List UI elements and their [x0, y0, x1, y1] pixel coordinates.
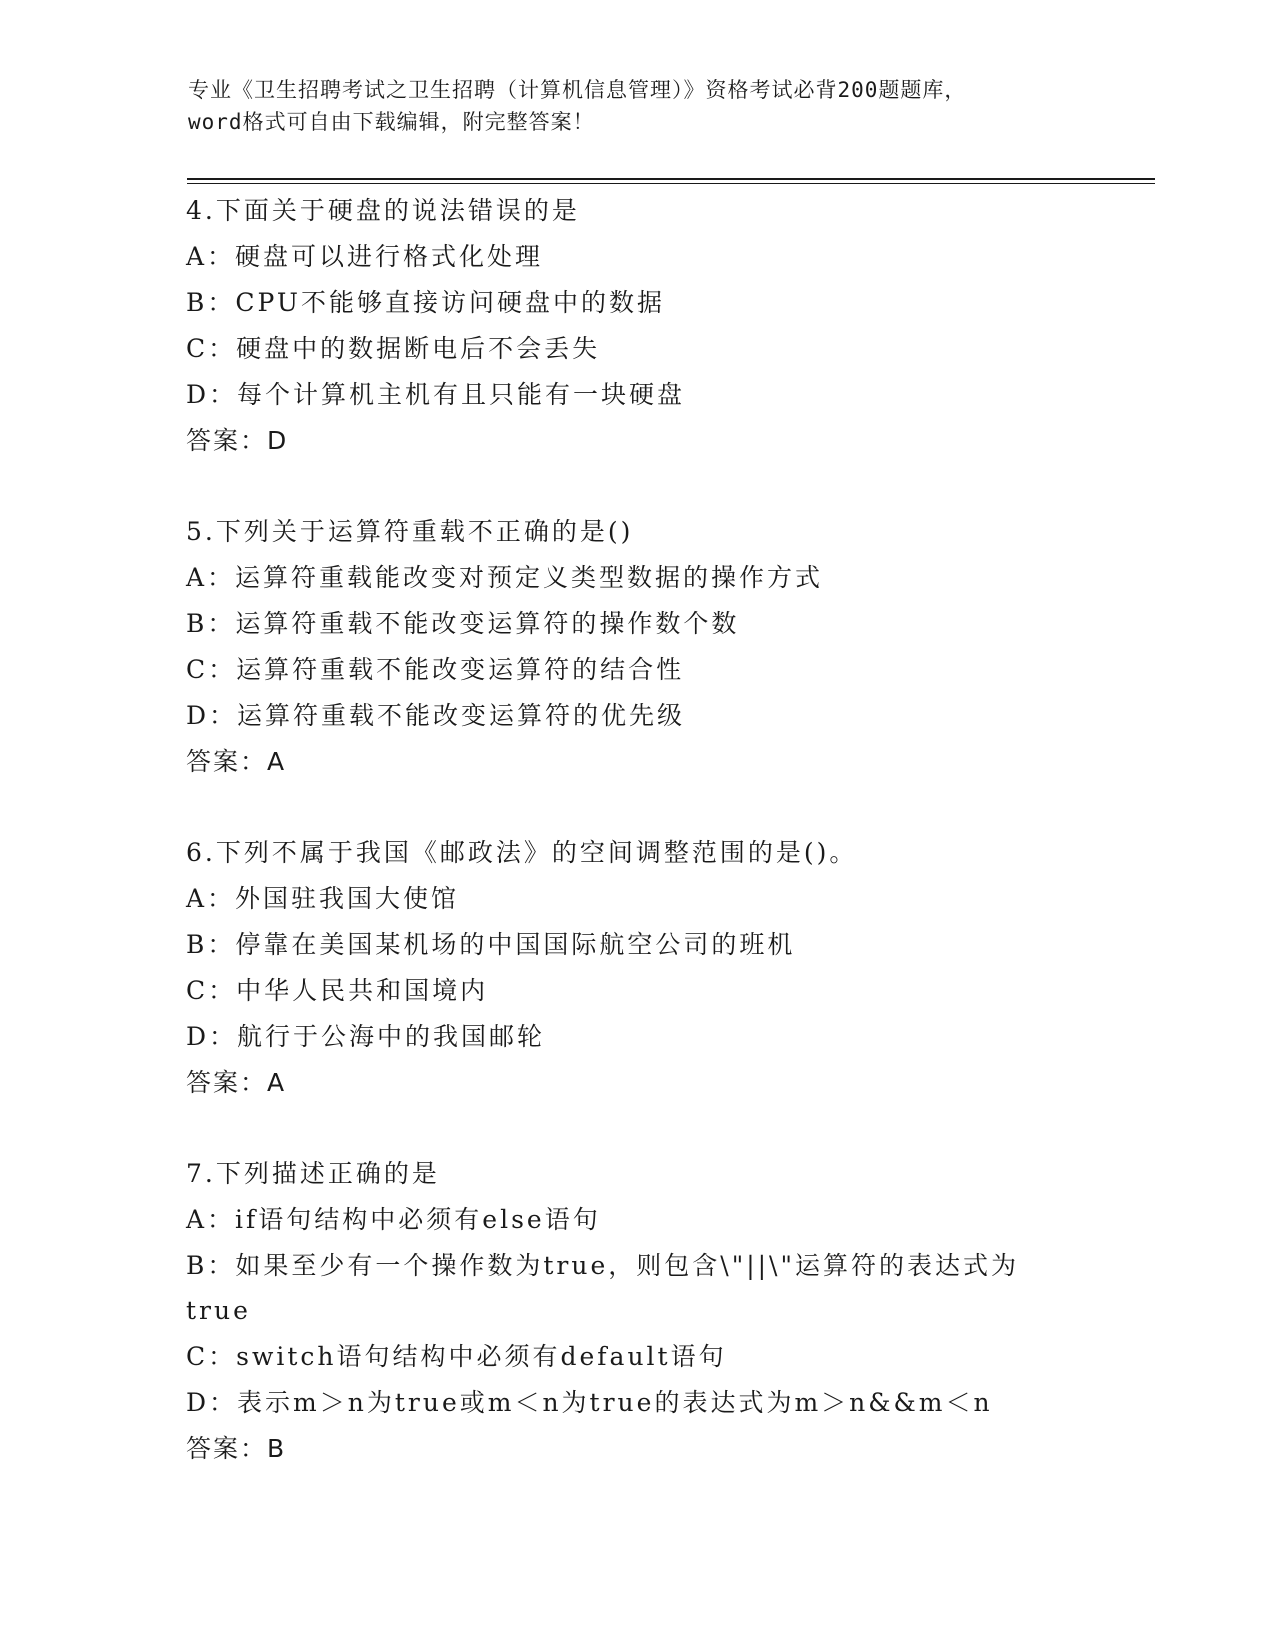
question-stem: 4.下面关于硬盘的说法错误的是 [186, 196, 580, 225]
option-c: C：中华人民共和国境内 [186, 976, 489, 1005]
answer: 答案：A [186, 747, 287, 776]
option-d: D：每个计算机主机有且只能有一块硬盘 [186, 380, 686, 409]
option-d: D：表示m＞n为true或m＜n为true的表达式为m＞n&&m＜n [186, 1388, 993, 1417]
option-c: C：switch语句结构中必须有default语句 [186, 1342, 727, 1371]
option-c: C：硬盘中的数据断电后不会丢失 [186, 334, 601, 363]
question-6 [186, 830, 1166, 1106]
header-divider-thick [187, 178, 1155, 180]
question-7 [186, 1151, 1166, 1472]
question-stem: 7.下列描述正确的是 [186, 1159, 440, 1188]
option-a: A：if语句结构中必须有else语句 [186, 1205, 601, 1234]
document-header [188, 74, 1088, 138]
question-list [186, 188, 1166, 1517]
header-divider-thin [187, 183, 1155, 184]
option-b-continued: true [186, 1296, 251, 1325]
option-b: B：停靠在美国某机场的中国国际航空公司的班机 [186, 930, 796, 959]
option-b: B：运算符重载不能改变运算符的操作数个数 [186, 609, 740, 638]
answer: 答案：B [186, 1434, 287, 1463]
question-stem: 6.下列不属于我国《邮政法》的空间调整范围的是()。 [186, 838, 858, 867]
option-a: A：运算符重载能改变对预定义类型数据的操作方式 [186, 563, 824, 592]
option-c: C：运算符重载不能改变运算符的结合性 [186, 655, 685, 684]
option-a: A：硬盘可以进行格式化处理 [186, 242, 544, 271]
answer: 答案：D [186, 426, 289, 455]
header-title-line-2: word格式可自由下载编辑，附完整答案！ [188, 110, 595, 134]
answer: 答案：A [186, 1068, 287, 1097]
question-5 [186, 509, 1166, 785]
option-b: B：如果至少有一个操作数为true，则包含\"||\"运算符的表达式为 [186, 1251, 1019, 1280]
question-4 [186, 188, 1166, 464]
option-d: D：航行于公海中的我国邮轮 [186, 1022, 546, 1051]
option-b: B：CPU不能够直接访问硬盘中的数据 [186, 288, 665, 317]
option-a: A：外国驻我国大使馆 [186, 884, 460, 913]
question-stem: 5.下列关于运算符重载不正确的是() [186, 517, 634, 546]
header-title-line-1: 专业《卫生招聘考试之卫生招聘（计算机信息管理）》资格考试必背200题题库， [188, 78, 967, 102]
option-d: D：运算符重载不能改变运算符的优先级 [186, 701, 686, 730]
